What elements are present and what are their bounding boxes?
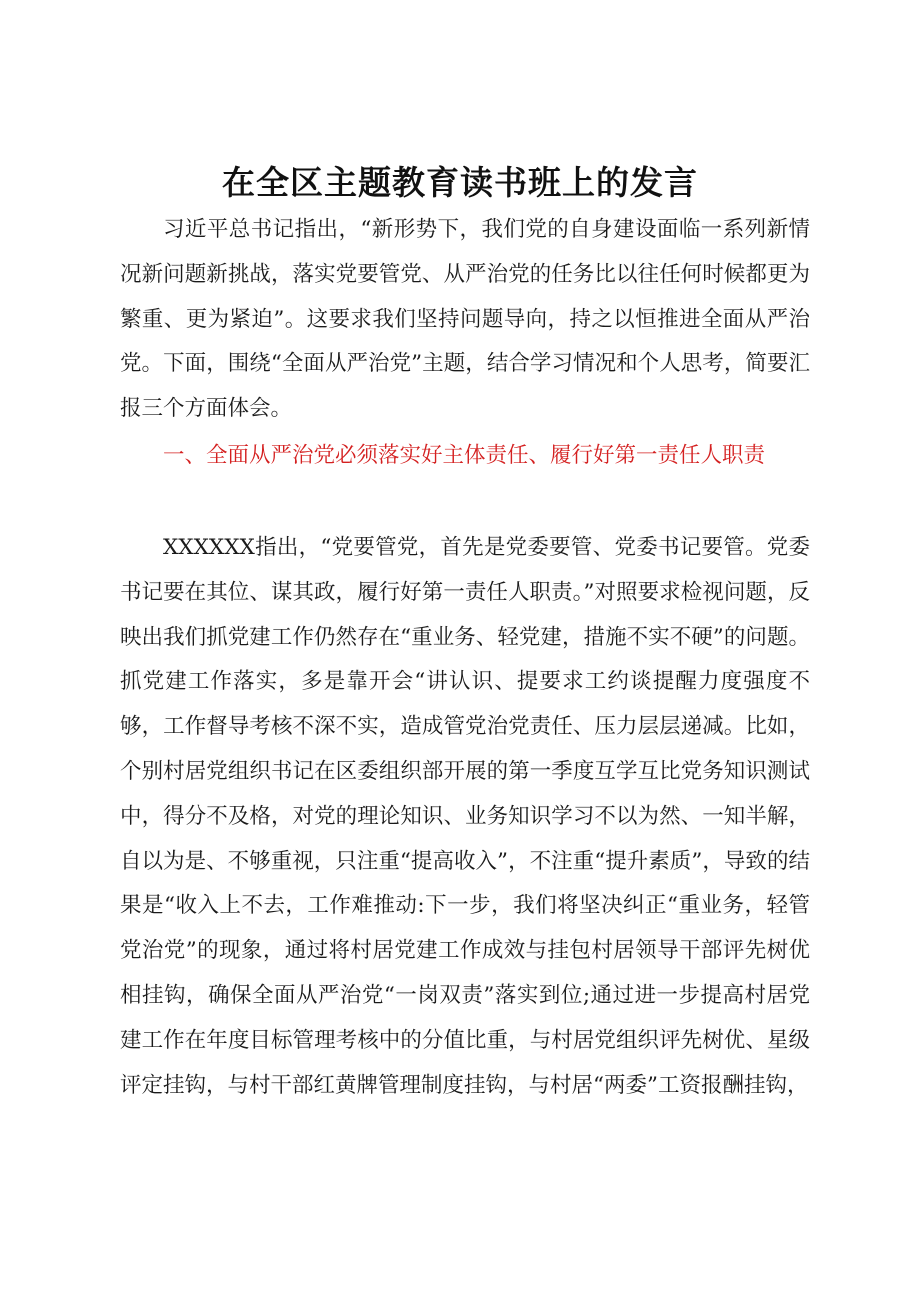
- section-paragraph: XXXXXX指出，“党要管党，首先是党委要管、党委书记要管。党委书记要在其位、谋其政，履行好第一责任人职责。”对照要求检视问题，反映出我们抓党建工作仍然存在“重业务、轻党建，措施不实不硬”的问题。抓党建工作落实，多是靠开会“讲认识、提要求工约谈提醒力度强度不够，工作督导考核不深不实，造成管党治党责任、压力层层递减。比如，个别村居党组织书记在区委组织部开展的第一季度互学互比党务知识测试中，得分不及格，对党的理论知识、业务知识学习不以为然、一知半解，自以为是、不够重视，只注重“提高收入”，不注重“提升素质”，导致的结果是“收入上不去，工作难推动:下一步，我们将坚决纠正“重业务，轻管党治党”的现象，通过将村居党建工作成效与挂包村居领导干部评先树优相挂钩，确保全面从严治党“一岗双责”落实到位;通过进一步提高村居党建工作在年度目标管理考核中的分值比重，与村居党组织评先树优、星级评定挂钩，与村干部红黄牌管理制度挂钩，与村居“两委”工资报酬挂钩，: [120, 535, 810, 1098]
- intro-paragraph: 习近平总书记指出，“新形势下，我们党的自身建设面临一系列新情况新问题新挑战，落实党要管党、从严治党的任务比以往任何时候都更为繁重、更为紧迫”。这要求我们坚持问题导向，持之以恒推进全面从严治党。下面，围绕“全面从严治党”主题，结合学习情况和个人思考，简要汇报三个方面体会。: [120, 217, 810, 422]
- document-title: 在全区主题教育读书班上的发言: [222, 163, 698, 202]
- section-heading: 一、全面从严治党必须落实好主体责任、履行好第一责任人职责: [163, 443, 766, 468]
